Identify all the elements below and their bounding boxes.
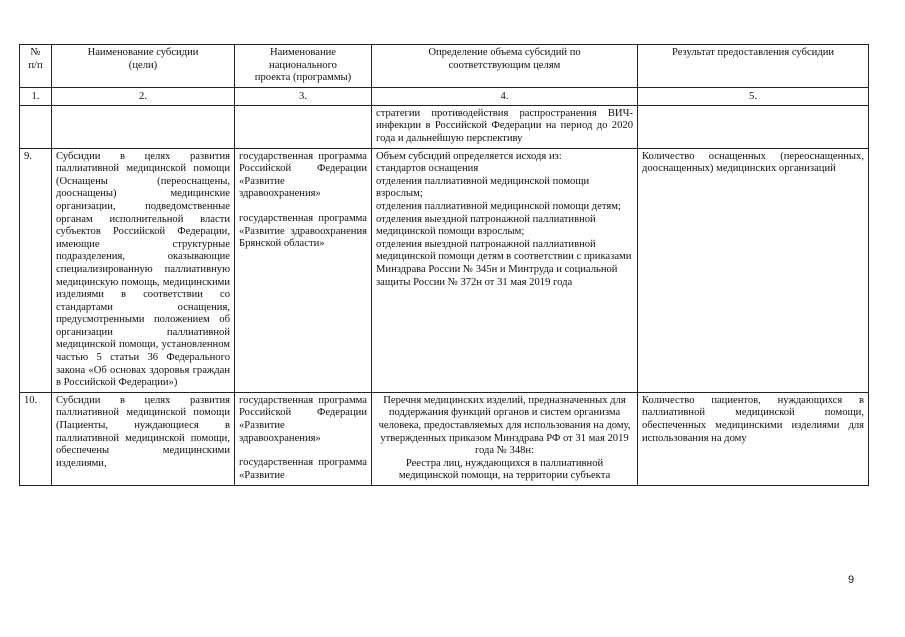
column-number-1: 1.	[20, 87, 52, 105]
continuation-cell-5	[638, 105, 869, 148]
header-result: Результат предоставления субсидии	[638, 45, 869, 88]
header-subsidy-name: Наименование субсидии (цели)	[52, 45, 235, 88]
continuation-definition: стратегии противодействия распространения ВИЧ-инфекции в Российской Федерации на период до 2020 года и дальнейшую перспективу	[372, 105, 638, 148]
column-number-3: 3.	[235, 87, 372, 105]
table-row-9	[20, 148, 869, 392]
row-10-subsidy: Субсидии в целях развития паллиативной медицинской помощи (Пациенты, нуждающиеся в паллиативной медицинской помощи, обеспечены медицинскими изделиями,	[52, 392, 235, 485]
continuation-row	[20, 105, 869, 148]
row-10-result: Количество пациентов, нуждающихся в паллиативной медицинской помощи, обеспеченных медицинскими изделиями для использования на дому	[638, 392, 869, 485]
row-10-project-regional: государственная программа «Развитие	[239, 457, 367, 481]
continuation-cell-3	[235, 105, 372, 148]
row-9-result: Количество оснащенных (переоснащенных, дооснащенных) медицинских организаций	[638, 148, 869, 392]
column-number-5: 5.	[638, 87, 869, 105]
row-10-project	[235, 392, 372, 485]
header-project-name: Наименование национального проекта (программы)	[235, 45, 372, 88]
table-row-10	[20, 392, 869, 485]
column-number-4: 4.	[372, 87, 638, 105]
page-number: 9	[848, 574, 855, 586]
header-number: № п/п	[20, 45, 52, 88]
continuation-cell-2	[52, 105, 235, 148]
continuation-cell-1	[20, 105, 52, 148]
row-9-project	[235, 148, 372, 392]
row-10-project-federal: государственная программа Российской Федерации «Развитие здравоохранения»	[239, 394, 367, 444]
header-row	[20, 45, 869, 88]
row-9-project-regional: государственная программа «Развитие здравоохранения Брянской области»	[239, 212, 367, 250]
row-9-definition: Объем субсидий определяется исходя из: стандартов оснащения отделения паллиативной медицинской помощи взрослым; отделения паллиативной медицинской помощи детям; отделения выездной патронажной паллиативной медицинской помощи взрослым; отделения выездной патронажной паллиативной медицинской помощи детям в соответствии с приказами Минздрава России № 345н и Минтруда и социальной защиты России № 372н от 31 мая 2019 года	[372, 148, 638, 392]
row-9-number: 9.	[20, 148, 52, 392]
row-10-definition: Перечня медицинских изделий, предназначенных для поддержания функций органов и систем организма человека, предоставляемых для использования на дому, утвержденных приказом Минздрава РФ от 31 мая 2019 года № 348н: Реестра лиц, нуждающихся в паллиативной медицинской помощи, на территории субъекта	[372, 392, 638, 485]
column-number-2: 2.	[52, 87, 235, 105]
subsidy-table	[19, 44, 869, 486]
row-10-number: 10.	[20, 392, 52, 485]
row-9-project-federal: государственная программа Российской Федерации «Развитие здравоохранения»	[239, 150, 367, 200]
header-volume-definition: Определение объема субсидий по соответствующим целям	[372, 45, 638, 88]
numbering-row	[20, 87, 869, 105]
row-9-subsidy: Субсидии в целях развития паллиативной медицинской помощи (Оснащены (переоснащены, дооснащены) медицинские организации, подведомственные органам исполнительной власти субъектов Российской Федерации, имеющие структурные подразделения, оказывающие специализированную паллиативную медицинскую помощь, медицинскими изделиями в соответствии со стандартами оснащения, предусмотренными положением об организации паллиативной медицинской помощи, установленном частью 5 статьи 36 Федерального закона «Об основах здоровья граждан в Российской Федерации»)	[52, 148, 235, 392]
